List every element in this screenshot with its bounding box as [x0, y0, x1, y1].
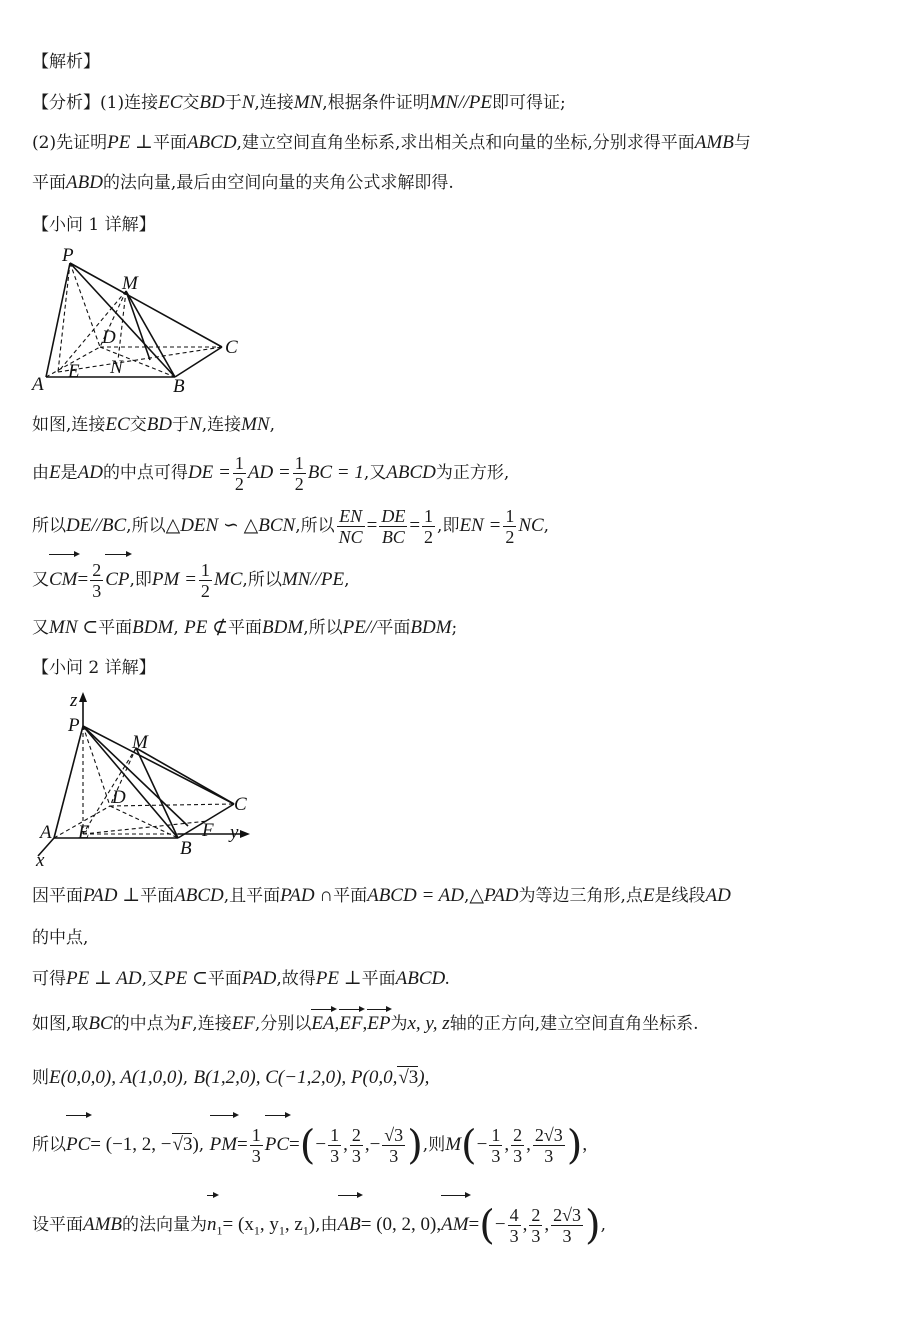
z-axis-arrow-icon: [79, 692, 87, 702]
page-title: 【解析】: [32, 52, 100, 72]
fig2-label-D: D: [112, 787, 126, 808]
part1-line-1: 如图,连接EC交BD于N,连接MN,: [32, 414, 276, 435]
fig2-label-C: C: [234, 794, 247, 815]
fig2-label-A: A: [40, 822, 52, 843]
part2-line-6: 所以PC= (−1, 2, −√3), PM= $\frac{1}{3}$ PC=(− $\frac{1}{3}$ , $\frac{2}{3}$ ,− $\frac{√3}{3}$ ),则M(− $\frac{1}{3}$ , $\frac{2}{3}$ , $\frac{2√3}{3}$ ),: [32, 1118, 587, 1173]
pyramid-figure-1: [30, 245, 250, 395]
part1-heading: 【小问 1 详解】: [32, 215, 156, 235]
fig1-label-E: E: [68, 361, 80, 382]
pyramid-figure-2: [28, 686, 258, 871]
part2-line-2: 的中点,: [32, 928, 89, 948]
part2-line-3: 可得PE ⊥ AD,又PE ⊂平面PAD,故得PE ⊥平面ABCD.: [32, 968, 450, 989]
analysis-line-2: (2)先证明PE ⊥平面ABCD,建立空间直角坐标系,求出相关点和向量的坐标,分别求得平面AMB与: [32, 132, 751, 153]
fig2-label-x: x: [36, 850, 45, 871]
fig2-label-B: B: [180, 838, 192, 859]
fig2-label-y: y: [230, 822, 239, 843]
fig1-label-B: B: [173, 376, 185, 395]
part2-line-1: 因平面PAD ⊥平面ABCD,且平面PAD ∩平面ABCD = AD,△PAD为等边三角形,点E是线段AD: [32, 885, 731, 906]
part2-line-4: 如图,取BC的中点为F,连接EF,分别以EA,EF,EP为x, y, z轴的正方向,建立空间直角坐标系.: [32, 1013, 699, 1034]
fig2-label-E: E: [78, 822, 90, 843]
fig1-label-N: N: [110, 357, 123, 378]
fig1-label-A: A: [32, 374, 44, 395]
part1-line-2: 由E是AD的中点可得DE = $\frac{1}{2}$ AD = $\frac{1}{2}$ BC = 1,又ABCD为正方形,: [32, 453, 510, 494]
part1-line-3: 所以DE//BC,所以△DEN ∽ △BCN,所以 $\frac{EN}{NC}$ = $\frac{DE}{BC}$ = $\frac{1}{2}$ ,即EN = $\frac{1}{2}$ NC,: [32, 506, 550, 547]
fig2-label-z: z: [70, 690, 78, 711]
fig1-label-P: P: [62, 245, 74, 266]
fig2-label-F: F: [202, 820, 214, 841]
analysis-line-1: 【分析】(1)连接EC交BD于N,连接MN,根据条件证明MN//PE即可得证;: [32, 92, 566, 113]
part1-line-4: 又CM= $\frac{2}{3}$ CP,即PM = $\frac{1}{2}$ MC,所以MN//PE,: [32, 557, 350, 603]
part2-heading: 【小问 2 详解】: [32, 658, 156, 678]
fig1-label-M: M: [122, 273, 138, 294]
part1-line-5: 又MN ⊂平面BDM, PE ⊄平面BDM,所以PE//平面BDM;: [32, 617, 458, 638]
fig2-label-M: M: [132, 732, 148, 753]
y-axis-arrow-icon: [240, 830, 250, 838]
part2-line-7: 设平面AMB的法向量为$n_1= (x_1$, $y_1$, $z_1$),由AB= (0, 2, 0),AM=(− $\frac{4}{3}$ , $\frac{2}{3}$ , $\frac{2√3}{3}$ ),: [32, 1198, 606, 1257]
fig1-label-D: D: [102, 327, 116, 348]
fig2-label-P: P: [68, 715, 80, 736]
analysis-line-3: 平面ABD的法向量,最后由空间向量的夹角公式求解即得.: [32, 172, 454, 193]
fig1-label-C: C: [225, 337, 238, 358]
part2-line-5: 则E(0,0,0), A(1,0,0), B(1,2,0), C(−1,2,0), P(0,0,√3),: [32, 1067, 430, 1088]
